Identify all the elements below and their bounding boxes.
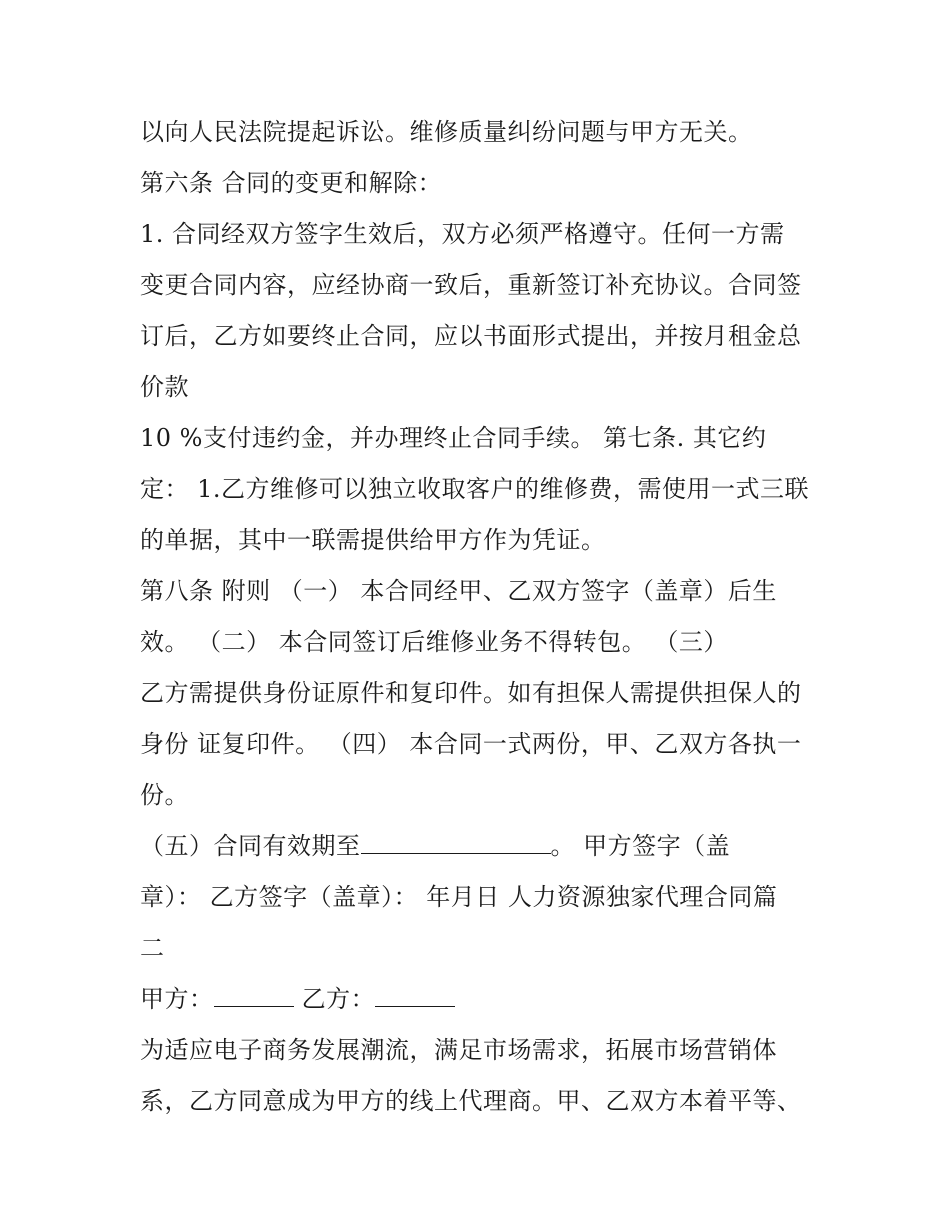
validity-line bbox=[140, 831, 820, 861]
text-line-17: 二 bbox=[140, 934, 165, 962]
party-b-blank[interactable] bbox=[375, 984, 455, 1007]
party-a-label: 甲方： bbox=[140, 985, 214, 1013]
text-line-6: 价款 bbox=[140, 373, 189, 401]
text-line-3: 1. 合同经双方签字生效后，双方必须严格遵守。任何一方需 bbox=[140, 220, 785, 248]
text-line-11: 效。 （二） 本合同签订后维修业务不得转包。 （三） bbox=[140, 628, 728, 656]
text-line-20: 系，乙方同意成为甲方的线上代理商。甲、乙双方本着平等、 bbox=[140, 1087, 802, 1115]
party-a-blank[interactable] bbox=[214, 984, 294, 1007]
text-line-4: 变更合同内容，应经协商一致后，重新签订补充协议。合同签 bbox=[140, 271, 802, 299]
section-heading-article-6: 第六条 合同的变更和解除： bbox=[140, 169, 443, 197]
signature-line: 章）： 乙方签字（盖章）： 年月日 人力资源独家代理合同篇 bbox=[140, 883, 778, 911]
validity-date-blank[interactable] bbox=[361, 831, 551, 854]
text-line-12: 乙方需提供身份证原件和复印件。如有担保人需提供担保人的 bbox=[140, 679, 802, 707]
text-line-7: 10 %支付违约金，并办理终止合同手续。 第七条. 其它约 bbox=[140, 424, 767, 452]
validity-suffix: 。 甲方签字（盖 bbox=[550, 832, 731, 860]
text-line-19: 为适应电子商务发展潮流，满足市场需求，拓展市场营销体 bbox=[140, 1036, 777, 1064]
party-b-label: 乙方： bbox=[301, 985, 376, 1013]
validity-prefix: （五）合同有效期至 bbox=[140, 832, 361, 860]
text-line-14: 份。 bbox=[140, 781, 189, 809]
text-line-13: 身份 证复印件。 （四） 本合同一式两份，甲、乙双方各执一 bbox=[140, 730, 802, 758]
text-line-5: 订后，乙方如要终止合同，应以书面形式提出，并按月租金总 bbox=[140, 322, 802, 350]
text-line-1: 以向人民法院提起诉讼。维修质量纠纷问题与甲方无关。 bbox=[140, 118, 753, 146]
parties-line bbox=[140, 984, 820, 1014]
text-line-9: 的单据，其中一联需提供给甲方作为凭证。 bbox=[140, 526, 606, 554]
text-line-10: 第八条 附则 （一） 本合同经甲、乙双方签字（盖章）后生 bbox=[140, 577, 777, 605]
text-line-8: 定： 1.乙方维修可以独立收取客户的维修费，需使用一式三联 bbox=[140, 475, 810, 503]
